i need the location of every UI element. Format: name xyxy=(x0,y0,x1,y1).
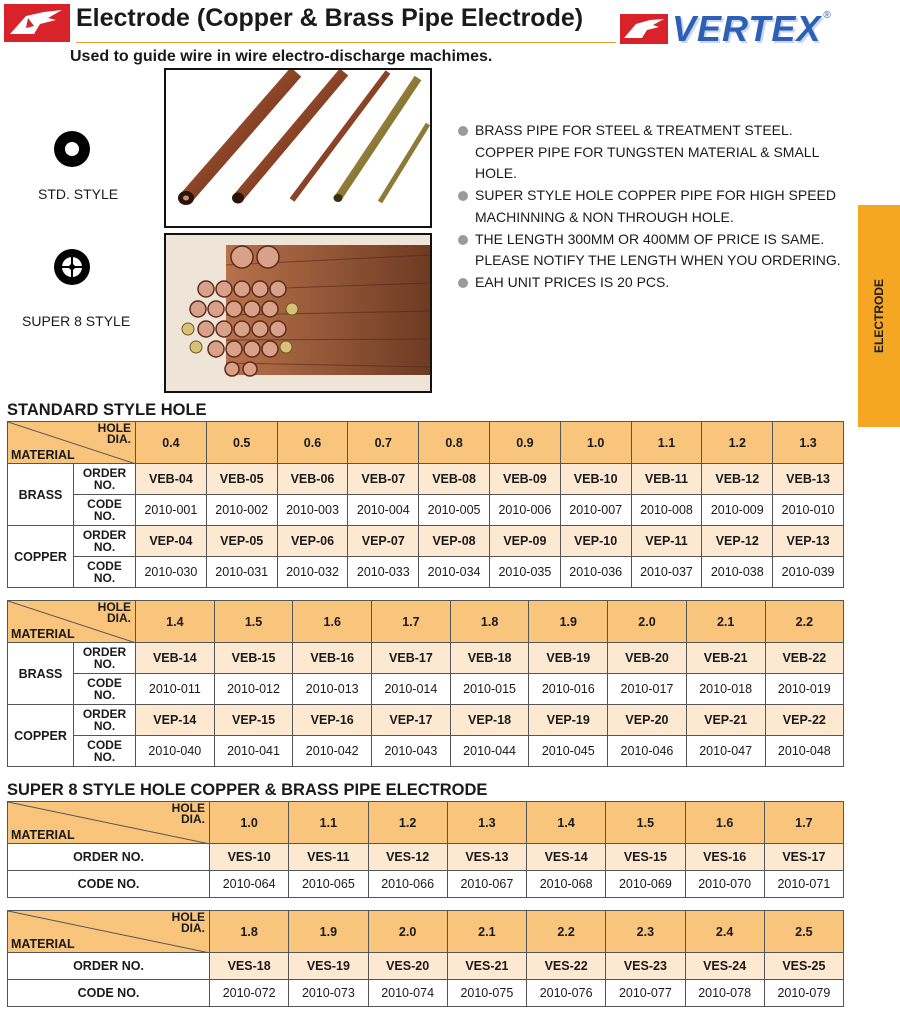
dia-header: 2.2 xyxy=(527,911,606,953)
dia-header: 1.4 xyxy=(136,601,215,643)
order-no-cell: VEB-05 xyxy=(206,464,277,495)
order-no-cell: VES-13 xyxy=(447,844,526,871)
order-no-cell: VES-19 xyxy=(289,953,368,980)
dia-header: 1.2 xyxy=(702,422,773,464)
feature-text: THE LENGTH 300MM OR 400MM OF PRICE IS SAME. PLEASE NOTIFY THE LENGTH WHEN YOU ORDERING. xyxy=(475,230,841,269)
std-section-title: STANDARD STYLE HOLE xyxy=(7,401,207,419)
order-no-cell: VEB-22 xyxy=(765,643,844,674)
hole-label: HOLE xyxy=(171,910,205,924)
order-no-row-label: ORDER NO. xyxy=(8,844,210,871)
code-no-cell: 2010-015 xyxy=(450,674,529,705)
code-no-cell: 2010-064 xyxy=(210,871,289,898)
order-no-cell: VEP-12 xyxy=(702,526,773,557)
feature-text: BRASS PIPE FOR STEEL & TREATMENT STEEL. COPPER PIPE FOR TUNGSTEN MATERIAL & SMALL HOLE. xyxy=(475,122,819,182)
dia-header: 1.5 xyxy=(214,601,293,643)
code-no-cell: 2010-006 xyxy=(489,495,560,526)
bullet-icon xyxy=(458,235,468,245)
table-corner-header xyxy=(8,422,136,464)
code-no-cell: 2010-047 xyxy=(686,736,765,767)
order-no-cell: VEP-09 xyxy=(489,526,560,557)
code-no-cell: 2010-065 xyxy=(289,871,368,898)
registered-mark: ® xyxy=(823,10,831,21)
code-no-cell: 2010-040 xyxy=(136,736,215,767)
dia-label: DIA. xyxy=(181,921,205,935)
code-no-label: CODE NO. xyxy=(74,495,136,526)
dia-header: 1.0 xyxy=(560,422,631,464)
std-style-label: STD. STYLE xyxy=(38,186,119,202)
code-no-cell: 2010-043 xyxy=(372,736,451,767)
dia-header: 1.6 xyxy=(293,601,372,643)
code-no-cell: 2010-008 xyxy=(631,495,702,526)
dia-header: 0.7 xyxy=(348,422,419,464)
std-table-2 xyxy=(7,600,844,767)
feature-text: SUPER STYLE HOLE COPPER PIPE FOR HIGH SPEED MACHINNING & NON THROUGH HOLE. xyxy=(475,187,836,225)
table-corner-header xyxy=(8,911,210,953)
material-brass: BRASS xyxy=(8,643,74,705)
bullet-icon xyxy=(458,126,468,136)
code-no-cell: 2010-005 xyxy=(419,495,490,526)
code-no-row-label: CODE NO. xyxy=(8,980,210,1007)
code-no-cell: 2010-048 xyxy=(765,736,844,767)
order-no-cell: VES-20 xyxy=(368,953,447,980)
dia-header: 1.9 xyxy=(289,911,368,953)
code-no-cell: 2010-035 xyxy=(489,557,560,588)
order-no-cell: VEP-20 xyxy=(608,705,687,736)
feature-item xyxy=(458,229,848,272)
order-no-cell: VES-15 xyxy=(606,844,685,871)
code-no-cell: 2010-046 xyxy=(608,736,687,767)
order-no-cell: VEB-21 xyxy=(686,643,765,674)
code-no-cell: 2010-073 xyxy=(289,980,368,1007)
code-no-label: CODE NO. xyxy=(74,557,136,588)
order-no-cell: VEB-04 xyxy=(136,464,207,495)
code-no-cell: 2010-009 xyxy=(702,495,773,526)
order-no-label: ORDER NO. xyxy=(74,464,136,495)
dia-header: 1.9 xyxy=(529,601,608,643)
dia-header: 1.8 xyxy=(450,601,529,643)
dia-header: 0.8 xyxy=(419,422,490,464)
order-no-cell: VES-10 xyxy=(210,844,289,871)
order-no-cell: VEP-19 xyxy=(529,705,608,736)
code-no-cell: 2010-018 xyxy=(686,674,765,705)
dia-header: 2.1 xyxy=(447,911,526,953)
order-no-cell: VEP-21 xyxy=(686,705,765,736)
hole-label: HOLE xyxy=(97,421,131,435)
dia-header: 1.1 xyxy=(631,422,702,464)
super8-style-label: SUPER 8 STYLE xyxy=(22,313,131,329)
dia-header: 0.5 xyxy=(206,422,277,464)
dia-header: 1.4 xyxy=(527,802,606,844)
dia-header: 2.4 xyxy=(685,911,764,953)
code-no-cell: 2010-079 xyxy=(764,980,843,1007)
order-no-cell: VEP-16 xyxy=(293,705,372,736)
order-no-cell: VEP-17 xyxy=(372,705,451,736)
title-underline xyxy=(76,42,616,43)
order-no-cell: VEB-11 xyxy=(631,464,702,495)
code-no-cell: 2010-017 xyxy=(608,674,687,705)
feature-list xyxy=(458,120,848,294)
code-no-cell: 2010-039 xyxy=(773,557,844,588)
order-no-cell: VES-24 xyxy=(685,953,764,980)
code-no-cell: 2010-072 xyxy=(210,980,289,1007)
order-no-cell: VES-23 xyxy=(606,953,685,980)
order-no-cell: VEP-07 xyxy=(348,526,419,557)
dia-header: 1.1 xyxy=(289,802,368,844)
feature-text: EAH UNIT PRICES IS 20 PCS. xyxy=(475,273,670,290)
code-no-cell: 2010-042 xyxy=(293,736,372,767)
code-no-cell: 2010-003 xyxy=(277,495,348,526)
code-no-cell: 2010-030 xyxy=(136,557,207,588)
code-no-cell: 2010-037 xyxy=(631,557,702,588)
feature-item xyxy=(458,272,848,294)
material-brass: BRASS xyxy=(8,464,74,526)
order-no-cell: VEP-22 xyxy=(765,705,844,736)
code-no-cell: 2010-045 xyxy=(529,736,608,767)
code-no-cell: 2010-076 xyxy=(527,980,606,1007)
code-no-cell: 2010-031 xyxy=(206,557,277,588)
order-no-cell: VEP-05 xyxy=(206,526,277,557)
order-no-cell: VEP-14 xyxy=(136,705,215,736)
order-no-cell: VES-12 xyxy=(368,844,447,871)
std-style-hole-icon xyxy=(53,130,91,168)
eagle-logo-icon xyxy=(4,4,70,42)
dia-header: 0.6 xyxy=(277,422,348,464)
code-no-cell: 2010-044 xyxy=(450,736,529,767)
super8-table-1 xyxy=(7,801,844,898)
dia-header: 1.0 xyxy=(210,802,289,844)
code-no-cell: 2010-069 xyxy=(606,871,685,898)
order-no-label: ORDER NO. xyxy=(74,526,136,557)
feature-item xyxy=(458,185,848,228)
dia-header: 1.5 xyxy=(606,802,685,844)
material-label: MATERIAL xyxy=(11,937,75,951)
order-no-cell: VEB-07 xyxy=(348,464,419,495)
code-no-cell: 2010-075 xyxy=(447,980,526,1007)
order-no-cell: VEP-11 xyxy=(631,526,702,557)
order-no-label: ORDER NO. xyxy=(74,643,136,674)
code-no-cell: 2010-036 xyxy=(560,557,631,588)
code-no-cell: 2010-019 xyxy=(765,674,844,705)
dia-header: 1.3 xyxy=(773,422,844,464)
order-no-cell: VEB-20 xyxy=(608,643,687,674)
super8-table-2 xyxy=(7,910,844,1007)
order-no-label: ORDER NO. xyxy=(74,705,136,736)
page-subtitle: Used to guide wire in wire electro-discharge machimes. xyxy=(70,48,493,65)
brand-eagle-icon xyxy=(620,14,668,44)
material-label: MATERIAL xyxy=(11,828,75,842)
dia-header: 2.0 xyxy=(368,911,447,953)
hole-label: HOLE xyxy=(171,801,205,815)
dia-header: 0.4 xyxy=(136,422,207,464)
dia-header: 2.5 xyxy=(764,911,843,953)
dia-label: DIA. xyxy=(107,611,131,625)
code-no-cell: 2010-068 xyxy=(527,871,606,898)
dia-header: 1.3 xyxy=(447,802,526,844)
side-tab-label: ELECTRODE xyxy=(872,278,886,354)
order-no-cell: VEP-10 xyxy=(560,526,631,557)
code-no-cell: 2010-066 xyxy=(368,871,447,898)
table-corner-header xyxy=(8,601,136,643)
dia-header: 1.7 xyxy=(764,802,843,844)
super8-style-hole-icon xyxy=(53,248,91,286)
code-no-row-label: CODE NO. xyxy=(8,871,210,898)
dia-label: DIA. xyxy=(107,432,131,446)
order-no-cell: VEP-18 xyxy=(450,705,529,736)
code-no-cell: 2010-013 xyxy=(293,674,372,705)
order-no-cell: VES-14 xyxy=(527,844,606,871)
order-no-cell: VEB-14 xyxy=(136,643,215,674)
material-copper: COPPER xyxy=(8,526,74,588)
order-no-cell: VEP-06 xyxy=(277,526,348,557)
material-label: MATERIAL xyxy=(11,448,75,462)
table-corner-header xyxy=(8,802,210,844)
dia-header: 1.8 xyxy=(210,911,289,953)
order-no-cell: VES-18 xyxy=(210,953,289,980)
company-logo xyxy=(4,4,70,42)
code-no-cell: 2010-041 xyxy=(214,736,293,767)
order-no-cell: VES-22 xyxy=(527,953,606,980)
dia-header: 1.7 xyxy=(372,601,451,643)
order-no-cell: VEB-19 xyxy=(529,643,608,674)
order-no-cell: VEB-08 xyxy=(419,464,490,495)
code-no-cell: 2010-001 xyxy=(136,495,207,526)
order-no-cell: VEB-13 xyxy=(773,464,844,495)
order-no-cell: VES-17 xyxy=(764,844,843,871)
code-no-cell: 2010-010 xyxy=(773,495,844,526)
code-no-cell: 2010-070 xyxy=(685,871,764,898)
page-title: Electrode (Copper & Brass Pipe Electrode) xyxy=(76,4,584,32)
code-no-cell: 2010-033 xyxy=(348,557,419,588)
code-no-label: CODE NO. xyxy=(74,736,136,767)
code-no-cell: 2010-032 xyxy=(277,557,348,588)
code-no-cell: 2010-038 xyxy=(702,557,773,588)
order-no-cell: VEB-12 xyxy=(702,464,773,495)
std-table-1 xyxy=(7,421,844,588)
dia-header: 1.6 xyxy=(685,802,764,844)
code-no-cell: 2010-002 xyxy=(206,495,277,526)
super8-pipe-photo xyxy=(164,233,432,393)
order-no-cell: VEB-06 xyxy=(277,464,348,495)
feature-item xyxy=(458,120,848,185)
bullet-icon xyxy=(458,191,468,201)
order-no-cell: VEB-17 xyxy=(372,643,451,674)
code-no-cell: 2010-067 xyxy=(447,871,526,898)
order-no-cell: VES-16 xyxy=(685,844,764,871)
dia-header: 2.1 xyxy=(686,601,765,643)
order-no-cell: VEB-15 xyxy=(214,643,293,674)
material-label: MATERIAL xyxy=(11,627,75,641)
std-pipe-photo xyxy=(164,68,432,228)
order-no-cell: VES-21 xyxy=(447,953,526,980)
order-no-cell: VEP-13 xyxy=(773,526,844,557)
dia-label: DIA. xyxy=(181,812,205,826)
bullet-icon xyxy=(458,278,468,288)
code-no-cell: 2010-007 xyxy=(560,495,631,526)
order-no-cell: VEP-08 xyxy=(419,526,490,557)
dia-header: 2.0 xyxy=(608,601,687,643)
order-no-cell: VEB-18 xyxy=(450,643,529,674)
order-no-cell: VEB-10 xyxy=(560,464,631,495)
code-no-cell: 2010-014 xyxy=(372,674,451,705)
order-no-cell: VES-11 xyxy=(289,844,368,871)
code-no-cell: 2010-016 xyxy=(529,674,608,705)
code-no-label: CODE NO. xyxy=(74,674,136,705)
super8-section-title: SUPER 8 STYLE HOLE COPPER & BRASS PIPE ELECTRODE xyxy=(7,781,488,799)
code-no-cell: 2010-012 xyxy=(214,674,293,705)
dia-header: 1.2 xyxy=(368,802,447,844)
code-no-cell: 2010-078 xyxy=(685,980,764,1007)
code-no-cell: 2010-034 xyxy=(419,557,490,588)
order-no-cell: VES-25 xyxy=(764,953,843,980)
dia-header: 2.3 xyxy=(606,911,685,953)
code-no-cell: 2010-071 xyxy=(764,871,843,898)
electrode-side-tab[interactable] xyxy=(858,205,900,427)
dia-header: 2.2 xyxy=(765,601,844,643)
code-no-cell: 2010-074 xyxy=(368,980,447,1007)
brand-name: VERTEX xyxy=(672,8,822,49)
order-no-cell: VEP-15 xyxy=(214,705,293,736)
order-no-cell: VEB-16 xyxy=(293,643,372,674)
order-no-cell: VEP-04 xyxy=(136,526,207,557)
brand-logo xyxy=(620,10,831,48)
dia-header: 0.9 xyxy=(489,422,560,464)
hole-label: HOLE xyxy=(97,600,131,614)
code-no-cell: 2010-011 xyxy=(136,674,215,705)
material-copper: COPPER xyxy=(8,705,74,767)
order-no-cell: VEB-09 xyxy=(489,464,560,495)
code-no-cell: 2010-077 xyxy=(606,980,685,1007)
order-no-row-label: ORDER NO. xyxy=(8,953,210,980)
code-no-cell: 2010-004 xyxy=(348,495,419,526)
